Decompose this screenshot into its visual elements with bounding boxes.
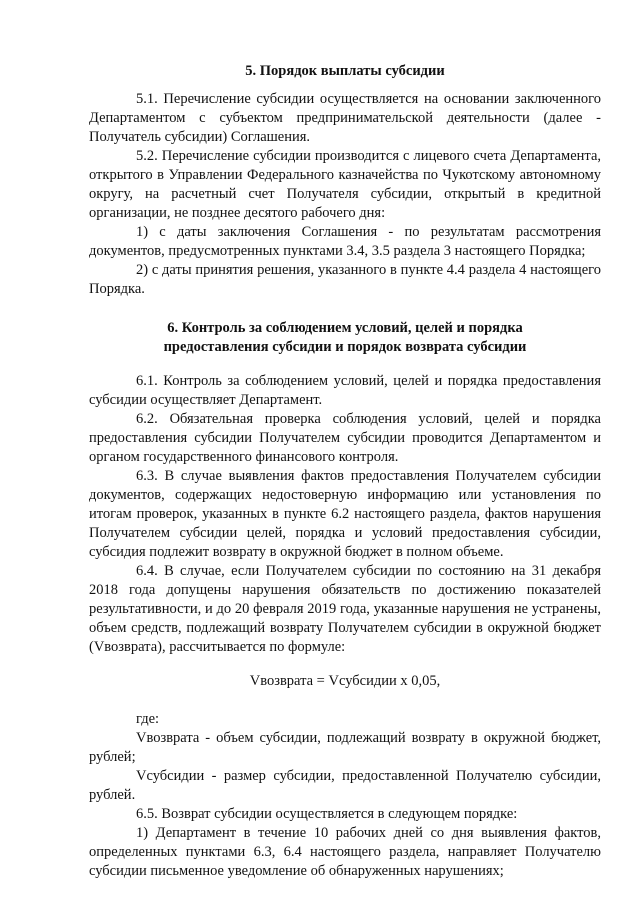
formula: Vвозврата = Vсубсидии x 0,05, [249, 673, 441, 689]
paragraph-5-2-item-1: 1) с даты заключения Соглашения - по результатам рассмотрения документов, предусмотренных пунктами 3.4, 3.5 раздела 3 настоящего Порядка; [89, 224, 601, 259]
paragraph-6-5-item-1: 1) Департамент в течение 10 рабочих дней со дня выявления фактов, определенных пунктами 6.3, 6.4 настоящего раздела, направляет Получателю субсидии письменное уведомление об обнаруженных нарушениях; [89, 825, 601, 879]
document-page [89, 62, 601, 881]
paragraph-5-1: 5.1. Перечисление субсидии осуществляется на основании заключенного Департаментом с субъектом предпринимательской деятельности (далее - Получатель субсидии) Соглашения. [89, 91, 601, 145]
paragraph-6-1: 6.1. Контроль за соблюдением условий, целей и порядка предоставления субсидии осуществляет Департамент. [89, 373, 601, 408]
definition-v-return: Vвозврата - объем субсидии, подлежащий возврату в окружной бюджет, рублей; [89, 730, 601, 765]
paragraph-6-5: 6.5. Возврат субсидии осуществляется в следующем порядке: [136, 806, 518, 822]
paragraph-5-2: 5.2. Перечисление субсидии производится с лицевого счета Департамента, открытого в Управлении Федерального казначейства по Чукотскому автономному округу, на расчетный счет Получателя субсидии, открытый в кредитной организации, не позднее десятого рабочего дня: [89, 148, 601, 221]
paragraph-6-4: 6.4. В случае, если Получателем субсидии по состоянию на 31 декабря 2018 года допущены нарушения обязательств по достижению показателей результативности, и до 20 февраля 2019 года, указанные нарушения не устранены, объем средств, подлежащий возврату Получателем субсидии в окружной бюджет (Vвозврата), рассчитывается по формуле: [89, 563, 601, 655]
formula-where: где: [136, 711, 160, 727]
section-6-title-line-1: 6. Контроль за соблюдением условий, целей и порядка [167, 320, 523, 336]
section-6-title [89, 319, 601, 357]
paragraph-5-2-item-2: 2) с даты принятия решения, указанного в пункте 4.4 раздела 4 настоящего Порядка. [89, 262, 601, 297]
definition-v-subsidy: Vсубсидии - размер субсидии, предоставленной Получателю субсидии, рублей. [89, 768, 601, 803]
paragraph-6-2: 6.2. Обязательная проверка соблюдения условий, целей и порядка предоставления субсидии Получателем субсидии проводится Департаментом и органом государственного финансового контроля. [89, 411, 601, 465]
section-5-title: 5. Порядок выплаты субсидии [245, 63, 445, 79]
paragraph-6-3: 6.3. В случае выявления фактов предоставления Получателем субсидии документов, содержащих недостоверную информацию или установления по итогам проверок, указанных в пункте 6.2 настоящего раздела, фактов нарушения Получателем субсидии целей, порядка и условий предоставления субсидии, субсидия подлежит возврату в окружной бюджет в полном объеме. [89, 468, 601, 560]
section-6-title-line-2: предоставления субсидии и порядок возврата субсидии [163, 339, 527, 355]
